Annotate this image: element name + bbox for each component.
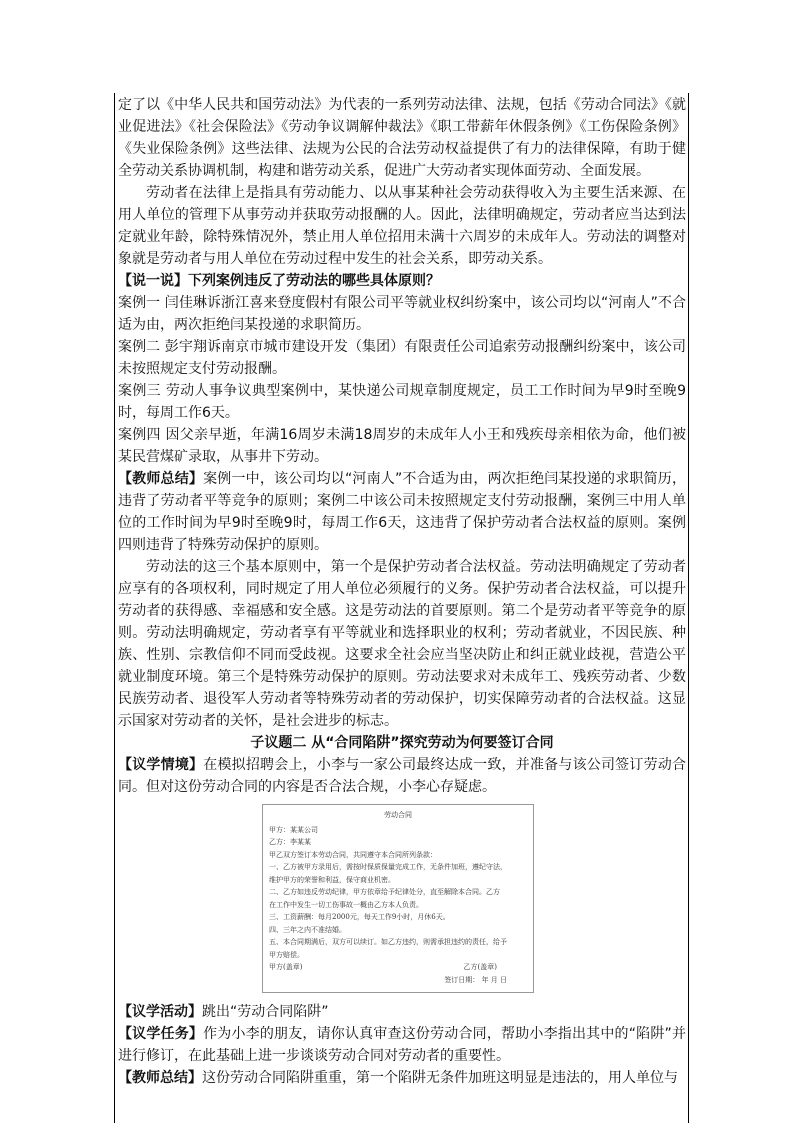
case-three: 案例三 劳动人事争议典型案例中，某快递公司规章制度规定，员工工作时间为早9时至晚9时，每周工作6天。 [118, 383, 686, 421]
contract-clause: 在工作中发生一切工伤事故一概由乙方本人负责。 [269, 900, 423, 909]
case-four: 案例四 因父亲早逝，年满16周岁未满18周岁的未成年人小王和残疾母亲相依为命，他们被某民营煤矿录取，从事井下劳动。 [118, 427, 686, 465]
learning-activity [118, 1001, 686, 1023]
teacher-summary-two [118, 1067, 686, 1089]
summary-label: 【教师总结】 [118, 1070, 202, 1086]
contract-signatures [269, 961, 527, 974]
contract-party-a: 甲方：某某公司 [269, 825, 318, 834]
say-prompt: 【说一说】下列案例违反了劳动法的哪些具体原则？ [118, 273, 440, 289]
teacher-summary-one [118, 468, 686, 556]
activity-label: 【议学活动】 [118, 1004, 202, 1020]
contract-sign-date: 签订日期： 年 月 日 [444, 975, 507, 984]
contract-clause: 一、乙方被甲方录用后，需按时保质保量完成工作，无条件加班，遵纪守法， [269, 863, 507, 871]
contract-intro: 甲乙双方签订本劳动合同，共同遵守本合同所列条款： [269, 850, 437, 859]
document-body [118, 94, 686, 1089]
case-one: 案例一 闫佳琳诉浙江喜来登度假村有限公司平等就业权纠纷案中，该公司均以“河南人”不合适为由，两次拒绝闫某投递的求职简历。 [118, 295, 686, 333]
contract-party-b: 乙方：李某某 [269, 838, 311, 846]
contract-clause: 四、三年之内不准结婚。 [269, 925, 346, 934]
contract-image [262, 804, 534, 993]
learning-task [118, 1023, 686, 1067]
task-text: 作为小李的朋友，请你认真审查这份劳动合同，帮助小李指出其中的“陷阱”并进行修订，在此基础上进一步谈谈劳动合同对劳动者的重要性。 [118, 1026, 686, 1064]
case-two: 案例二 彭宇翔诉南京市城市建设开发（集团）有限责任公司追索劳动报酬纠纷案中，该公司未按照规定支付劳动报酬。 [118, 339, 686, 377]
contract-clause: 二、乙方如违反劳动纪律，甲方依章给予纪律处分，直至解除本合同。乙方 [269, 888, 500, 896]
situation-text: 在模拟招聘会上，小李与一家公司最终达成一致，并准备与该公司签订劳动合同。但对这份劳动合同的内容是否合法合规，小李心存疑虑。 [118, 757, 687, 795]
paragraph-principles: 劳动法的这三个基本原则中，第一个是保护劳动者合法权益。劳动法明确规定了劳动者应享有的各项权利，同时规定了用人单位必须履行的义务。保护劳动者合法权益，可以提升劳动者的获得感、幸福感和安全感。这是劳动法的首要原则。第二个是劳动者平等竞争的原则。劳动法明确规定，劳动者享有平等就业和选择职业的权利；劳动者就业，不因民族、种族、性别、宗教信仰不同而受歧视。这要求全社会应当坚决防止和纠正就业歧视，营造公平就业制度环境。第三个是特殊劳动保护的原则。劳动法要求对未成年工、残疾劳动者、少数民族劳动者、退役军人劳动者等特殊劳动者的劳动保护，切实保障劳动者的合法权益。这显示国家对劳动者的关怀，是社会进步的标志。 [118, 559, 686, 729]
contract-sign-b: 乙方(盖章) [463, 963, 497, 971]
contract-clause: 维护甲方的荣誉和利益，保守商业机密。 [269, 875, 395, 884]
contract-clause: 五、本合同期满后，双方可以续订。如乙方违约，则需承担违约的责任，给予 [269, 938, 507, 946]
contract-sign-a: 甲方(盖章) [269, 963, 303, 971]
contract-clause: 三、工资薪酬：每月2000元，每天工作9小时，月休6天。 [269, 913, 450, 921]
contract-clause: 甲方赔偿。 [269, 950, 304, 959]
contract-title: 劳动合同 [384, 811, 412, 819]
situation-label: 【议学情境】 [118, 757, 204, 773]
task-label: 【议学任务】 [118, 1026, 204, 1042]
subtopic-heading: 子议题二 从“合同陷阱”探究劳动为何要签订合同 [250, 735, 554, 751]
summary-label: 【教师总结】 [118, 471, 204, 487]
learning-situation [118, 754, 686, 798]
summary-text: 案例一中，该公司均以“河南人”不合适为由，两次拒绝闫某投递的求职简历，违背了劳动者平等竞争的原则；案例二中该公司未按照规定支付劳动报酬，案例三中用人单位的工作时间为早9时至晚9时，每周工作6天，这违背了保护劳动者合法权益的原则。案例四则违背了特殊劳动保护的原则。 [118, 471, 686, 553]
paragraph-laws: 定了以《中华人民共和国劳动法》为代表的一系列劳动法律、法规，包括《劳动合同法》《就业促进法》《社会保险法》《劳动争议调解仲裁法》《职工带薪年休假条例》《工伤保险条例》《失业保险条例》这些法律、法规为公民的合法劳动权益提供了有力的法律保障，有助于健全劳动关系协调机制，构建和谐劳动关系，促进广大劳动者实现体面劳动、全面发展。 [118, 97, 686, 179]
summary-text: 这份劳动合同陷阱重重，第一个陷阱无条件加班这明显是违法的，用人单位与 [202, 1070, 678, 1086]
paragraph-worker-definition: 劳动者在法律上是指具有劳动能力、以从事某种社会劳动获得收入为主要生活来源、在用人单位的管理下从事劳动并获取劳动报酬的人。因此，法律明确规定，劳动者应当达到法定就业年龄，除特殊情况外，禁止用人单位招用未满十六周岁的未成年人。劳动法的调整对象就是劳动者与用人单位在劳动过程中发生的社会关系，即劳动关系。 [118, 185, 686, 267]
activity-text: 跳出“劳动合同陷阱” [202, 1004, 329, 1020]
